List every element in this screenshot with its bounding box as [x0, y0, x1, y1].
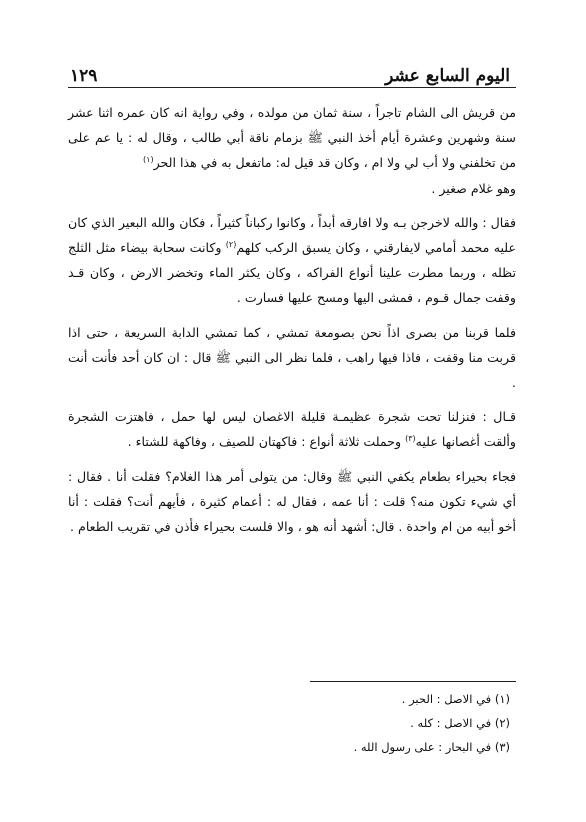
- paragraph-1: [68, 100, 516, 201]
- chapter-title: اليوم السابع عشر: [385, 66, 510, 86]
- paragraph-5: [68, 464, 516, 540]
- paragraph-2: [68, 210, 516, 311]
- footnote-ref-1: (١): [143, 155, 154, 165]
- running-head: [70, 58, 510, 86]
- paragraph-1-tail: وهو غلام صغير .: [431, 180, 516, 196]
- paragraph-4-tail: وحملت ثلاثة أنواع : فاكهتان للصيف ، وفاكهة للشتاء .: [127, 434, 402, 450]
- header-divider: [68, 87, 516, 88]
- paragraph-2-text: فقال : والله لاخرجن بـه ولا افارقه أبداً ، وكانوا ركباناً كثيراً ، فكان والله البعير الذي كان عليه محمد أمامي لايفارقني ، وكان يسبق الركب كلهم: [68, 214, 516, 256]
- footnote-ref-2: (٢): [225, 239, 237, 249]
- paragraph-3: [68, 320, 516, 396]
- footnote-1: (١) في الاصل : الحبر .: [401, 692, 510, 706]
- paragraph-1-text: من قريش الى الشام تاجراً ، سنة ثمان من مولده ، وفي رواية انه كان عمره اثنا عشر سنة وشهرين وعشرة أيام أخذ النبي ﷺ بزمام ناقة أبي طالب ، وقال له : يا عم على من تخلفني ولا أب لي ولا ام ، وكان قد قيل له: ماتفعل به في هذا الحر: [68, 105, 516, 171]
- footnote-divider: [310, 681, 516, 682]
- paragraph-5-text: فجاء بحيراء بطعام يكفي النبي ﷺ وقال: من يتولى أمر هذا الغلام؟ فقلت أنا . فقال : أي شيء تكون منه؟ قلت : أنا عمه ، فقال له : أعمام كثيرة ، فأيهم أنت؟ فقلت : أنا أخو أبيه من ام واحدة . قال: أشهد أنه هو ، والا فلست بحيراء فأذن في تقريب الطعام .: [68, 468, 516, 535]
- paragraph-3-text: فلما قربنا من بصرى اذاً نحن بصومعة تمشي ، كما تمشي الدابة السريعة ، حتى اذا قربت منا وقفت ، فاذا فيها راهب ، فلما نظر الى النبي ﷺ قال : ان كان أحد فأنت أنت .: [68, 324, 516, 391]
- footnote-2: (٢) في الاصل : كله .: [410, 716, 510, 730]
- footnotes: [354, 687, 510, 759]
- body-text: [68, 100, 516, 548]
- paragraph-4: [68, 404, 516, 454]
- paragraph-2-tail: وكانت سحابة بيضاء مثل الثلج تظله ، وربما مطرت علينا أنواع الفراكه ، وكان يكثر الماء وتخضر الارض ، وكان قـد وقفت جمال قـوم ، فمشى اليها ومسح عليها فسارت .: [68, 240, 516, 306]
- page-number: ١٢٩: [70, 66, 98, 86]
- footnote-ref-3: (٣): [405, 434, 416, 444]
- footnote-3: (٣) في البحار : على رسول الله .: [353, 740, 510, 754]
- paragraph-4-text: قـال : فنزلنا تحت شجرة عظيمـة قليلة الاغصان ليس لها حمل ، فاهتزت الشجرة وألقت أغصانها عليه: [68, 409, 516, 450]
